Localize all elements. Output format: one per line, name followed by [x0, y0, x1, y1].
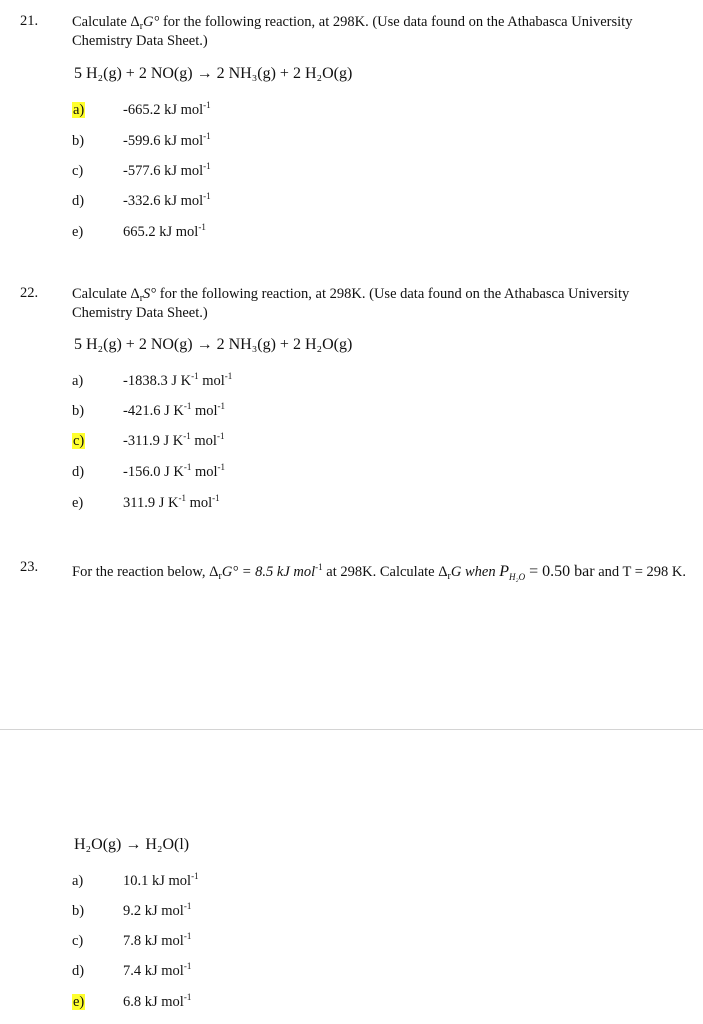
option-letter[interactable]: e) — [73, 994, 85, 1010]
option-letter[interactable]: a) — [72, 873, 84, 889]
page-divider — [0, 729, 703, 730]
option-letter[interactable]: c) — [73, 433, 85, 449]
question-number: 21. — [20, 13, 39, 29]
option-value[interactable]: -599.6 kJ mol$^{-1}$ — [123, 131, 211, 149]
option-letter[interactable]: d) — [72, 464, 85, 480]
option-value[interactable]: -156.0 J $K^{-1}$ mol$^{-1}$ — [123, 462, 226, 480]
option-value[interactable]: -665.2 kJ mol$^{-1}$ — [123, 100, 211, 118]
option-letter[interactable]: e) — [72, 224, 84, 240]
question-prompt: For the reaction below, $\Delta_rG^\circ = 8.5$ kJ mol$^{-1}$ at 298K. Calculate $\Delta_rG$ when $P_{H_2O} = 0.50$ bar and T = 298 K. — [72, 562, 687, 582]
option-value[interactable]: 311.9 J $K^{-1}$ mol$^{-1}$ — [123, 493, 220, 511]
reaction-equation: 5 H₂(g) + 2 NO(g) → 2 NH₃(g) + 2 H₂O(g) — [74, 336, 353, 353]
option-value[interactable]: -332.6 kJ mol$^{-1}$ — [123, 191, 211, 209]
reaction-equation: 5 H₂(g) + 2 NO(g) → 2 NH₃(g) + 2 H₂O(g) — [74, 65, 353, 82]
reaction-equation: H₂O(g) → H₂O(l) — [74, 836, 190, 853]
question-number: 23. — [20, 559, 39, 575]
option-letter[interactable]: d) — [72, 963, 85, 979]
option-value[interactable]: -1838.3 J $K^{-1}$ mol$^{-1}$ — [123, 371, 233, 389]
option-value[interactable]: 7.8 kJ mol$^{-1}$ — [123, 931, 192, 949]
option-letter[interactable]: b) — [72, 133, 85, 149]
option-letter[interactable]: c) — [72, 163, 84, 179]
option-letter[interactable]: b) — [72, 903, 85, 919]
option-letter[interactable]: b) — [72, 403, 85, 419]
option-value[interactable]: 9.2 kJ mol$^{-1}$ — [123, 901, 192, 919]
option-value[interactable]: -577.6 kJ mol$^{-1}$ — [123, 161, 211, 179]
option-value[interactable]: 7.4 kJ mol$^{-1}$ — [123, 961, 192, 979]
option-value[interactable]: 10.1 kJ mol$^{-1}$ — [123, 871, 199, 889]
question-prompt: Calculate $\Delta_rS^\circ$ for the following reaction, at 298K. (Use data found on the Athabasca University Chemistry Data Sheet.) — [72, 286, 630, 321]
option-value[interactable]: -421.6 J $K^{-1}$ mol$^{-1}$ — [123, 401, 226, 419]
option-value[interactable]: 665.2 kJ mol$^{-1}$ — [123, 222, 206, 240]
option-letter[interactable]: a) — [73, 102, 85, 118]
option-letter[interactable]: e) — [72, 495, 84, 511]
option-value[interactable]: 6.8 kJ mol$^{-1}$ — [123, 992, 192, 1010]
option-value[interactable]: -311.9 J $K^{-1}$ mol$^{-1}$ — [123, 431, 225, 449]
question-prompt: Calculate $\Delta_rG^\circ$ for the following reaction, at 298K. (Use data found on the Athabasca University Chemistry Data Sheet.) — [72, 14, 633, 49]
option-letter[interactable]: d) — [72, 193, 85, 209]
question-number: 22. — [20, 285, 39, 301]
option-letter[interactable]: c) — [72, 933, 84, 949]
option-letter[interactable]: a) — [72, 373, 84, 389]
